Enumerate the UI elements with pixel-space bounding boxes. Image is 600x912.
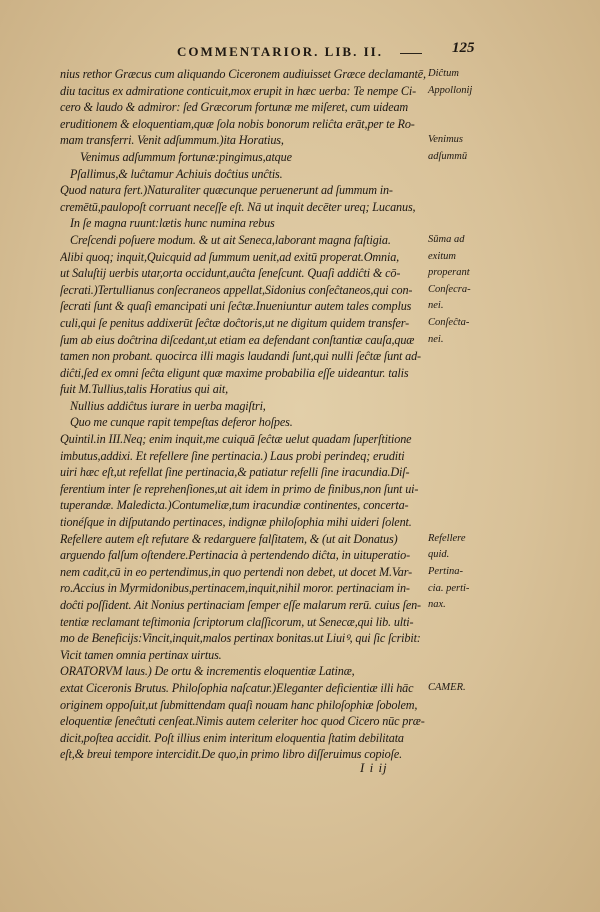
text-line: extat Ciceronis Brutus. Philoſophia naſcatur.)Eleganter deficientiæ illi hāc: [60, 680, 414, 695]
text-line: Quintil.in III.Neq; enim inquit,me cuiquā ſeĉtæ uelut quadam ſuperſtitione: [60, 432, 412, 447]
text-line: In ſe magna ruunt:lætis hunc numina rebus: [70, 216, 275, 231]
text-line: Refellere autem eſt refutare & redarguere falſitatem, & (ut ait Donatus): [60, 531, 398, 546]
margin-note: nei.: [428, 333, 444, 345]
text-line: ro.Accius in Myrmidonibus,pertinacem,inquit,nihil moror. pertinaciam in-: [60, 581, 410, 596]
margin-note: exitum: [428, 250, 456, 262]
margin-note: cia. perti-: [428, 582, 470, 594]
margin-note: quid.: [428, 549, 450, 561]
text-line: Pſallimus,& luĉtamur Achiuis doĉtius unĉtis.: [70, 166, 283, 181]
text-line: ORATORVM laus.) De ortu & incrementis eloquentiæ Latinæ,: [60, 664, 355, 679]
margin-note: Pertina-: [428, 566, 463, 577]
margin-note: Conſeĉta-: [428, 317, 470, 328]
text-line: ſecrati.)Tertullianus conſecraneos appellat,Sidonius conſeĉtaneos,qui con-: [60, 282, 413, 297]
margin-note: properant: [428, 267, 470, 279]
text-line: mo de Beneficijs:Vincit,inquit,malos pertinax bonitas.ut Liuiꝰ, qui ſic ſcribit:: [60, 631, 421, 646]
running-head: COMMENTARIOR. LIB. II.: [177, 44, 383, 59]
main-text-block: [60, 66, 430, 763]
text-line: Nullius addiĉtus iurare in uerba magiſtri,: [70, 398, 266, 413]
text-line: nius rethor Græcus cum aliquando Ciceronem audiuisset Græce declamantē,: [60, 67, 426, 81]
text-line: diĉti,ſed ex omni ſeĉta eligunt quæ maxime probabilia eſſe uideantur. talis: [60, 365, 409, 380]
text-line: diu tacitus ex admiratione conticuit,mox erupit in hæc uerba: Te nempe Ci-: [60, 83, 417, 98]
text-line: ſecrati ſunt & quaſi emancipati uni ſeĉtæ.Inueniuntur autem tales complus: [60, 299, 412, 314]
text-line: nem cadit,cū in eo pertendimus,in quo pertendi non debet, ut docet M.Var-: [60, 564, 412, 579]
margin-note: nei.: [428, 300, 444, 312]
text-line: eloquentiæ ſeneĉtuti cenſeat.Nimis autem celeriter hoc quod Cicero nūc præ-: [60, 714, 425, 729]
text-line: Quo me cunque rapit tempeſtas deferor hoſpes.: [70, 415, 293, 430]
text-line: tuperandæ. Maledicta.)Contumeliæ,tum iracundiæ continentes, concerta-: [60, 498, 409, 513]
text-line: ferentium inter ſe reprehenſiones,ut ait idem in primo de finibus,non ſunt ui-: [60, 481, 419, 496]
margin-note: adſummū: [428, 151, 468, 162]
text-line: fuit M.Tullius,talis Horatius qui ait,: [60, 382, 229, 397]
text-line: Alibi quoq; inquit,Quicquid ad ſummum uenit,ad exitū properat.Omnia,: [60, 249, 400, 264]
margin-note: Appollonij: [428, 84, 473, 96]
text-line: originem oppoſuit,ut ſubmittendam quaſi nouam hanc philoſophiæ ſobolem,: [60, 697, 418, 712]
text-line: dicit,poſtea accidit. Poſt illius enim interitum eloquentia ſtatim debilitata: [60, 730, 404, 745]
text-line: tamen non probant. quocirca illi magis laudandi ſunt,qui nulli ſeĉtæ ſunt ad-: [60, 349, 421, 364]
page-number: 125: [452, 40, 475, 56]
signature-mark: I i ij: [360, 760, 388, 775]
text-line: cero & laudo & admiror: ſed Græcorum fortunæ me miſeret, cum uideam: [60, 100, 409, 115]
text-line: Venimus adſummum fortunæ:pingimus,atque: [80, 149, 292, 164]
margin-note: nax.: [428, 599, 446, 611]
margin-note: Venimus: [428, 134, 463, 146]
text-line: ſum ab eius doĉtrina diſcedant,ut etiam ea defendant conſtantiæ cauſa,quæ: [60, 332, 415, 347]
margin-note: Sūma ad: [428, 234, 465, 245]
margin-note: Conſecra-: [428, 283, 471, 295]
text-line: cremētū,paulopoſt corruant neceſſe eſt. Nā ut inquit decēter ureq; Lucanus,: [60, 199, 416, 214]
text-line: tentiæ reclamant teſtimonia ſcriptorum claſſicorum, ut Senecæ,qui lib. ulti-: [60, 614, 414, 629]
text-line: Vicit tamen omnia pertinax uirtus.: [60, 647, 222, 662]
text-line: imbutus,addixi. Et refellere ſine pertinacia.) Laus probi perindeq; eruditi: [60, 448, 405, 463]
margin-note: Refellere: [428, 532, 466, 544]
margin-note: CAMER.: [428, 682, 466, 694]
text-line: Quod natura fert.)Naturaliter quæcunque peruenerunt ad ſummum in-: [60, 183, 393, 198]
text-line: eſt,& breui tempore intercidit.De quo,in primo libro diſſeruimus copioſe.: [60, 747, 402, 762]
text-line: Creſcendi poſuere modum. & ut ait Seneca,laborant magna faſtigia.: [70, 232, 391, 247]
text-line: culi,qui ſe penitus addixerūt ſeĉtæ doĉtoris,ut ne digitum quidem transfer-: [60, 315, 410, 330]
text-line: uiri hæc eſt,ut refellat ſine pertinacia,& patiatur refelli ſine iracundia.Diſ-: [60, 465, 410, 480]
text-line: tionéſque in diſputando pertinaces, indignæ philoſophia mihi uideri ſolent.: [60, 515, 412, 530]
folio-dash: [400, 53, 422, 54]
text-line: eruditionem & eloquentiam,quæ ſola nobis bonorum reliĉta erāt,per te Ro-: [60, 116, 415, 131]
text-line: doĉti poſſident. Ait Nonius pertinaciam ſemper eſſe malarum rerū. cuius ſen-: [60, 598, 421, 612]
margin-note: Diĉtum: [428, 68, 459, 79]
text-line: ut Saluſtij uerbis utar,orta occidunt,auĉta ſeneſcunt. Quaſi addiĉti & cō-: [60, 266, 401, 281]
text-line: mam transferri. Venit adſummum.)ita Horatius,: [60, 133, 284, 148]
text-line: arguendo falſum oſtendere.Pertinacia à pertendendo diĉta, in uituperatio-: [60, 548, 410, 563]
